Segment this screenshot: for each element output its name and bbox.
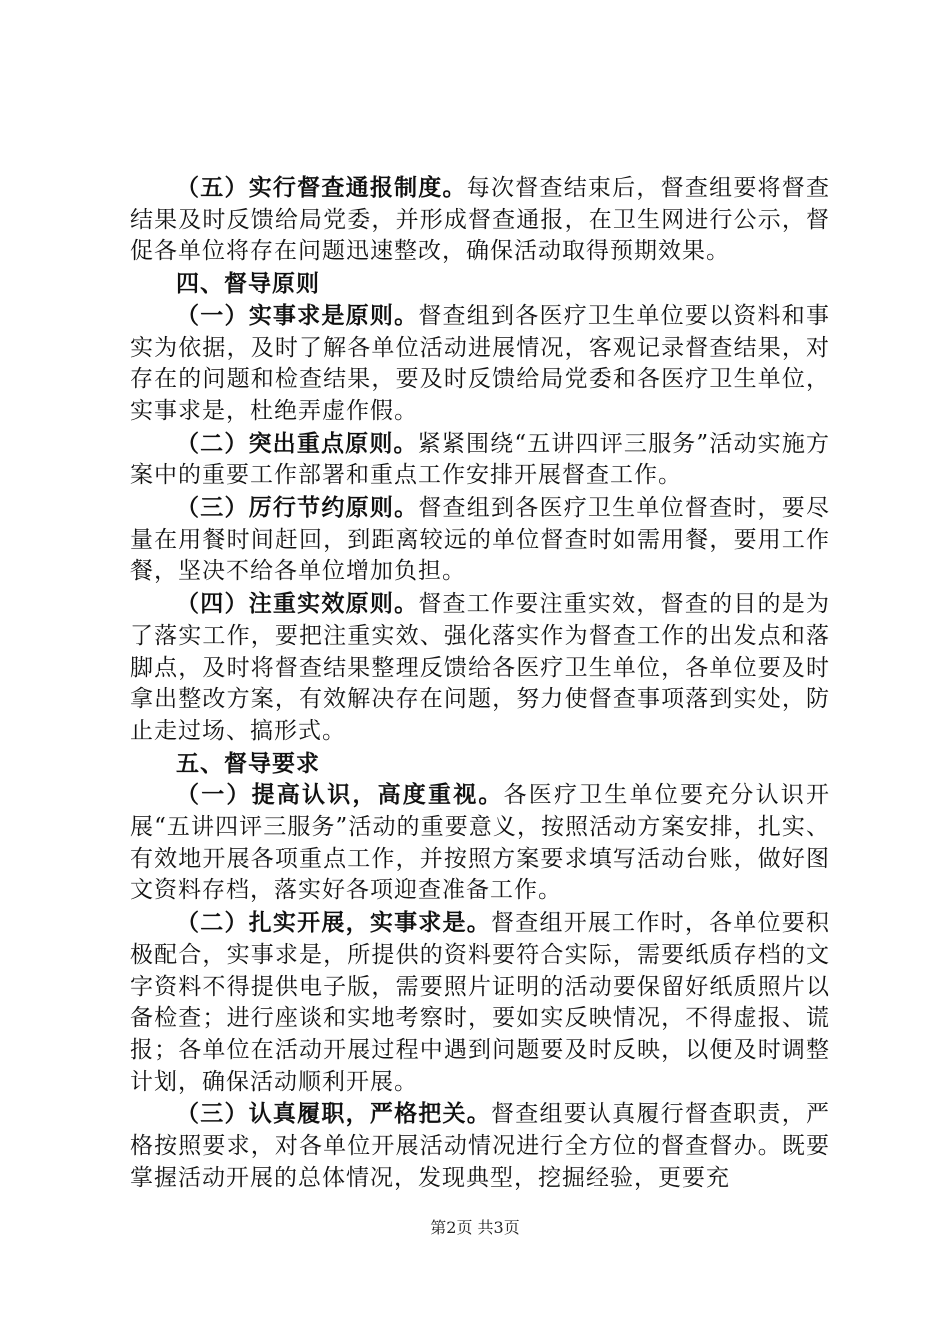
paragraph-principle-4: [130, 588, 830, 748]
paragraph-lead: （一）实事求是原则。: [176, 301, 419, 329]
page-footer: 第2页 共3页: [430, 1218, 520, 1237]
paragraph-text: 每次督查结束后，督查组要将督查结果及时反馈给局党委，并形成督查通报，在卫生网进行公示，督促各单位将存在问题迅速整改，确保活动取得预期效果。: [130, 175, 831, 265]
paragraph-lead: （五）实行督查通报制度。: [176, 174, 467, 201]
paragraph-supervision-report: [130, 172, 830, 268]
paragraph-lead: （二）扎实开展，实事求是。: [176, 909, 491, 937]
paragraph-text: 各医疗卫生单位要充分认识开展“五讲四评三服务”活动的重要意义，按照活动方案安排，扎实、有效地开展各项重点工作，并按照方案要求填写活动台账，做好图文资料存档，落实好各项迎查准备工作。: [130, 782, 831, 904]
paragraph-lead: （一）提高认识，高度重视。: [176, 781, 504, 809]
paragraph-principle-3: [130, 492, 830, 588]
paragraph-text: 督查组要认真履行督查职责，严格按照要求，对各单位开展活动情况进行全方位的督查督办。既要掌握活动开展的总体情况，发现典型，挖掘经验，更要充: [130, 1101, 831, 1191]
paragraph-text: 督查组到各医疗卫生单位要以资料和事实为依据，及时了解各单位活动进展情况，客观记录督查结果，对存在的问题和检查结果，要及时反馈给局党委和各医疗卫生单位，实事求是，杜绝弄虚作假。: [130, 302, 831, 424]
paragraph-text: 督查组开展工作时，各单位要积极配合，实事求是，所提供的资料要符合实际，需要纸质存档的文字资料不得提供电子版，需要照片证明的活动要保留好纸质照片以备检查；进行座谈和实地考察时，要如实反映情况，不得虚报、谎报；各单位在活动开展过程中遇到问题要及时反映，以便及时调整计划，确保活动顺利开展。: [130, 910, 831, 1095]
paragraph-lead: （三）厉行节约原则。: [176, 494, 419, 522]
paragraph-text: 督查组到各医疗卫生单位督查时，要尽量在用餐时间赶回，到距离较远的单位督查时如需用餐，要用工作餐，坚决不给各单位增加负担。: [130, 495, 831, 585]
document-body: [130, 172, 830, 1195]
paragraph-text: 紧紧围绕“五讲四评三服务”活动实施方案中的重要工作部署和重点工作安排开展督查工作。: [130, 430, 830, 489]
paragraph-lead: （三）认真履职，严格把关。: [176, 1100, 491, 1128]
paragraph-requirement-2: [130, 907, 830, 1098]
section-heading-principles: 四、督导原则: [176, 270, 320, 298]
paragraph-principle-1: [130, 300, 830, 428]
paragraph-text: 督查工作要注重实效，督查的目的是为了落实工作，要把注重实效、强化落实作为督查工作的出发点和落脚点，及时将督查结果整理反馈给各医疗卫生单位，各单位要及时拿出整改方案，有效解决存在问题，努力使督查事项落到实处，防止走过场、搞形式。: [130, 591, 831, 744]
section-heading-requirements: 五、督导要求: [176, 749, 320, 777]
paragraph-requirement-1: [130, 779, 830, 907]
paragraph-lead: （二）突出重点原则。: [176, 429, 418, 457]
paragraph-principle-2: [130, 428, 830, 492]
paragraph-lead: （四）注重实效原则。: [176, 590, 419, 618]
paragraph-requirement-3: [130, 1098, 830, 1194]
